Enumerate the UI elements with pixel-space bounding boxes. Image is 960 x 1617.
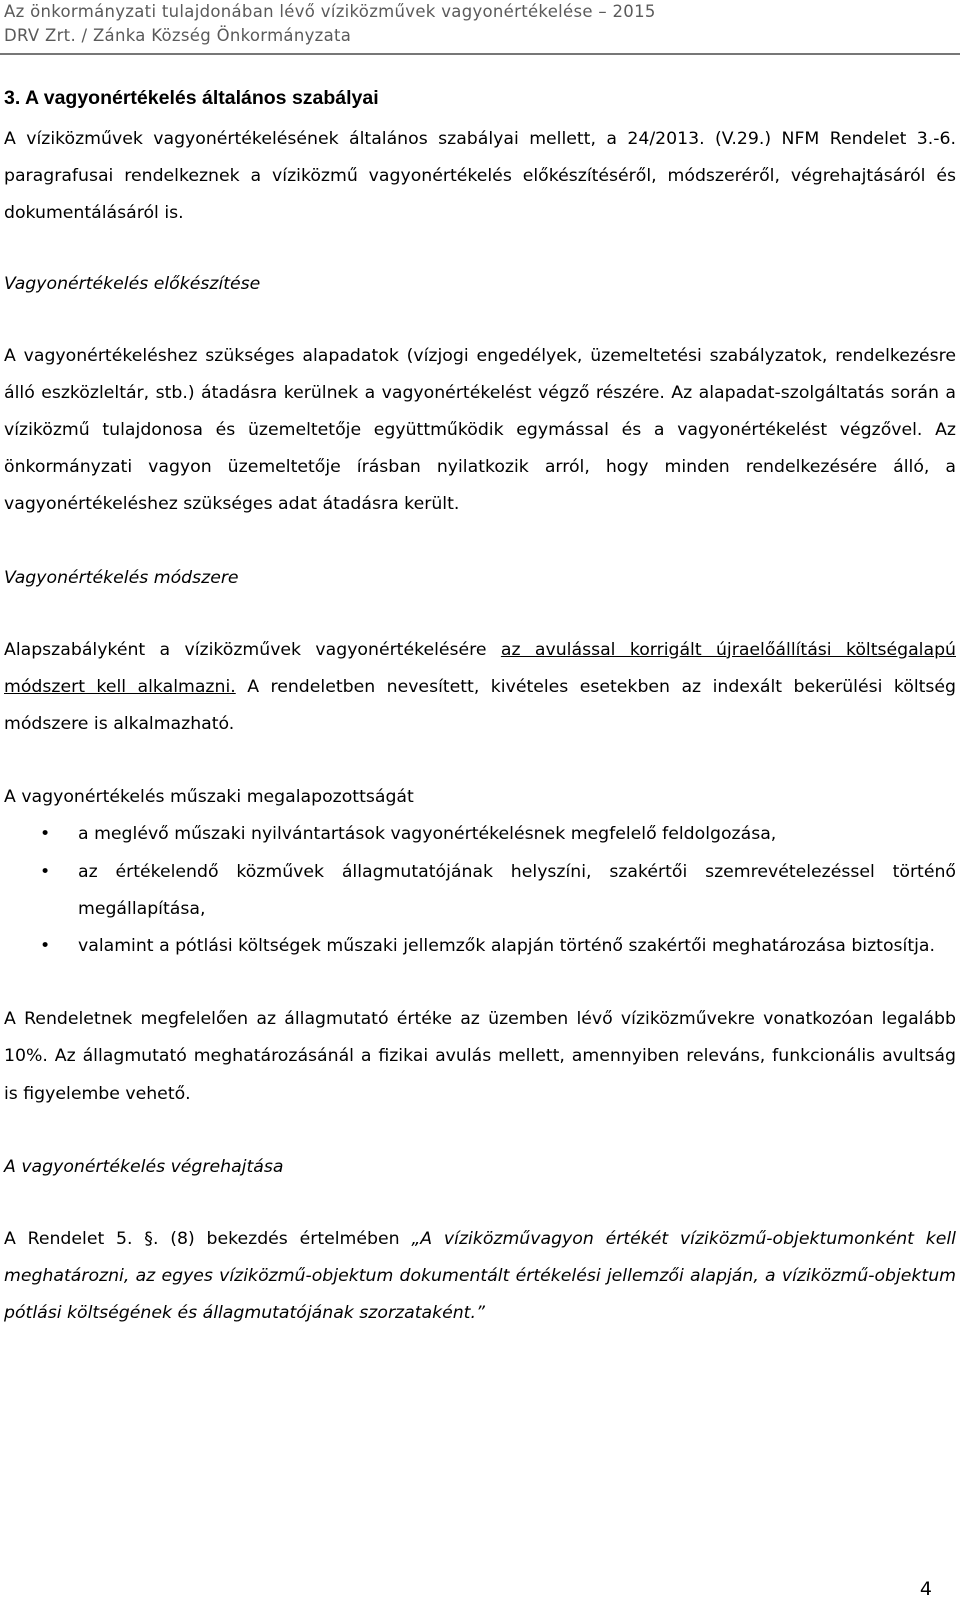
document-header xyxy=(4,0,656,48)
execution-quote: „A víziközművagyon értékét víziközmű-objektumonként kell meghatározni, az egyes víziközmű-objektum dokumentált értékelési jellemzői alapján, a víziközmű-objektum pótlási költségének és állagmutatójának szorzataként.” xyxy=(4,1228,956,1324)
preparation-text: A vagyonértékeléshez szükséges alapadatok (vízjogi engedélyek, üzemeltetési szabályzatok, rendelkezésre álló eszközleltár, stb.) átadásra kerülnek a vagyonértékelést végző részére. Az alapadat-szolgáltatás során a víziközmű tulajdonosa és üzemeltetője együttműködik egymással és a vagyonértékelést végzővel. Az önkormányzati vagyon üzemeltetője írásban nyilatkozik arról, hogy minden rendelkezésére álló, a vagyonértékeléshez szükséges adat átadásra került. xyxy=(4,345,956,515)
technical-lead: A vagyonértékelés műszaki megalapozottságát xyxy=(4,787,414,808)
section-title: 3. A vagyonértékelés általános szabályai xyxy=(4,87,379,109)
header-divider xyxy=(0,53,960,55)
execution-title: A vagyonértékelés végrehajtása xyxy=(4,1156,284,1177)
execution-text xyxy=(4,1221,956,1333)
preparation-title: Vagyonértékelés előkészítése xyxy=(4,273,261,294)
list-item: • a meglévő műszaki nyilvántartások vagyonértékelésnek megfelelő feldolgozása, xyxy=(4,816,956,853)
method-text xyxy=(4,632,956,744)
header-subtitle: DRV Zrt. / Zánka Község Önkormányzata xyxy=(4,26,352,45)
method-text-end: A rendeletben nevesített, kivételes esetekben az indexált bekerülési költség módszere is alkalmazható. xyxy=(4,676,957,735)
method-text-underlined: az avulással korrigált újraelőállítási költségalapú módszert kell alkalmazni. xyxy=(4,639,956,697)
section-intro: A víziközművek vagyonértékelésének általános szabályai mellett, a 24/2013. (V.29.) NFM Rendelet 3.-6. paragrafusai rendelkeznek a víziközmű vagyonértékelés előkészítéséről, módszeréről, végrehajtásáról és dokumentálásáról is. xyxy=(4,129,956,224)
bullet-icon: • xyxy=(40,861,51,882)
header-title: Az önkormányzati tulajdonában lévő víziközművek vagyonértékelése – 2015 xyxy=(4,2,656,21)
method-title: Vagyonértékelés módszere xyxy=(4,567,239,588)
method-text-start: Alapszabályként a víziközművek vagyonértékelésére xyxy=(4,639,501,660)
bullet-icon: • xyxy=(40,824,51,845)
list-item: • valamint a pótlási költségek műszaki jellemzők alapján történő szakértői meghatározása biztosítja. xyxy=(4,928,956,965)
document-body xyxy=(4,83,956,1332)
bullet-icon: • xyxy=(40,936,51,957)
technical-list xyxy=(4,816,956,965)
regulation-text: A Rendeletnek megfelelően az állagmutató értéke az üzemben lévő víziközművekre vonatkozóan legalább 10%. Az állagmutató meghatározásánál a fizikai avulás mellett, amennyiben releváns, funkcionális avultság is figyelembe vehető. xyxy=(4,1009,956,1104)
execution-text-plain: A Rendelet 5. §. (8) bekezdés értelmében xyxy=(4,1228,412,1249)
page-number: 4 xyxy=(919,1578,932,1600)
list-item: • az értékelendő közművek állagmutatójának helyszíni, szakértői szemrevételezéssel történő megállapítása, xyxy=(4,854,956,928)
